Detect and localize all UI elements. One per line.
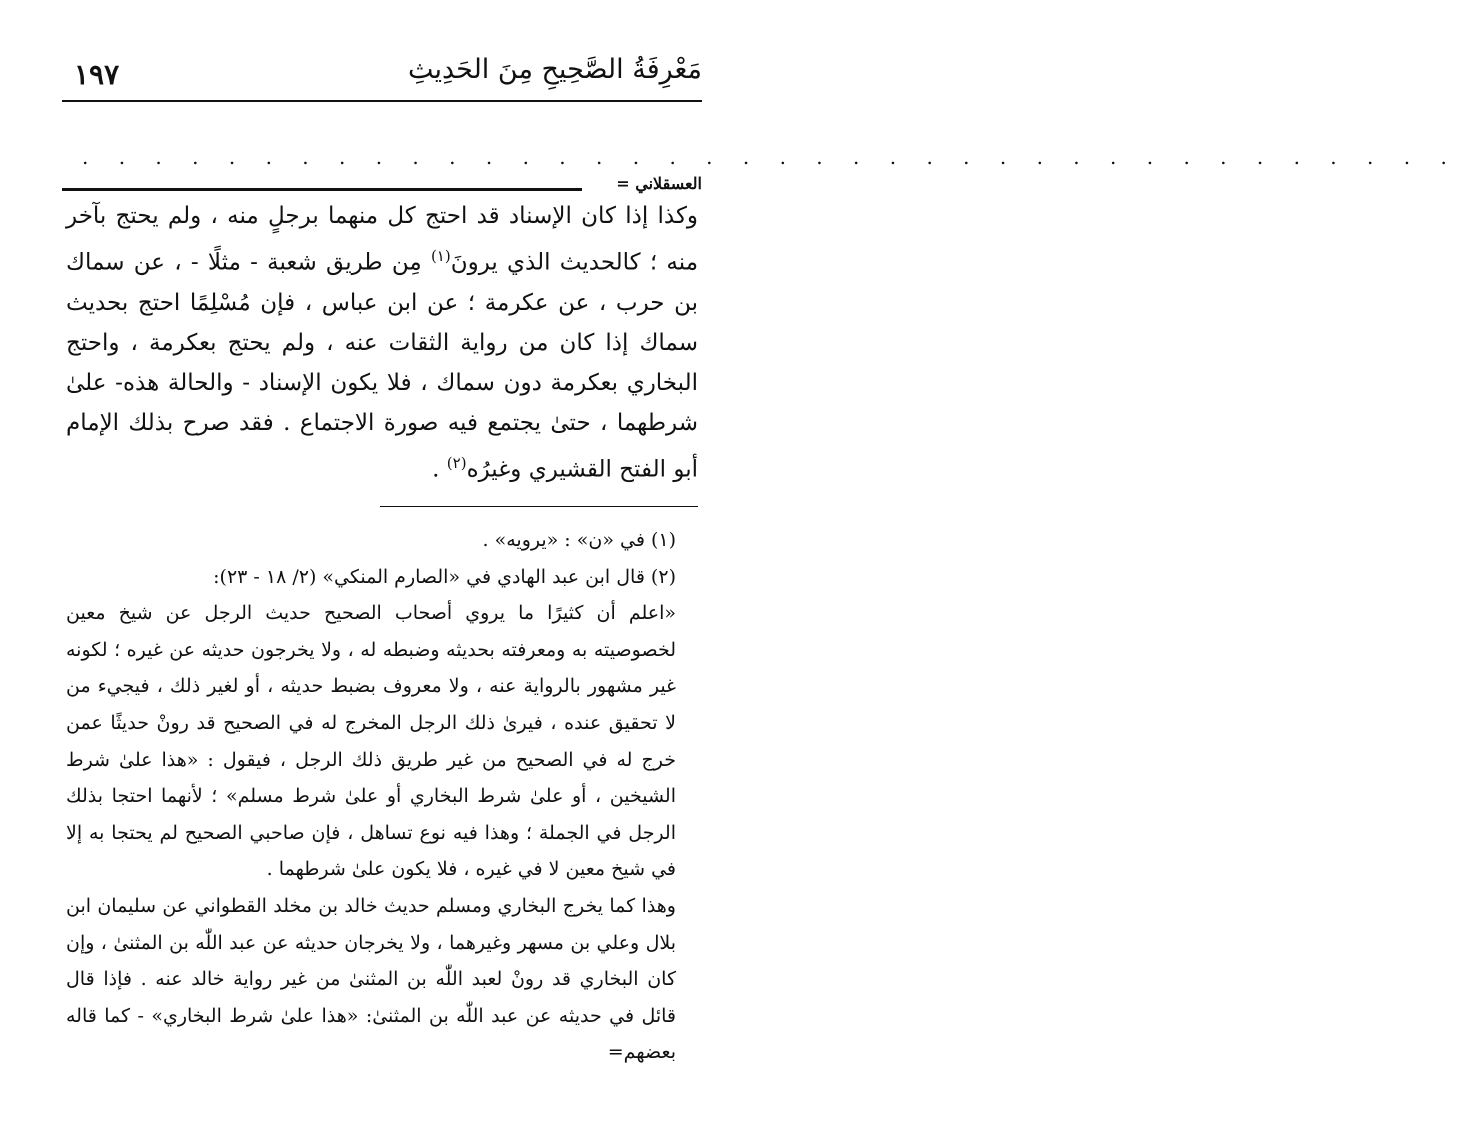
footnote-2-continuation: وهذا كما يخرج البخاري ومسلم حديث خالد بن مخلد القطواني عن سليمان ابن بلال وعلي بن مسهر وغيرهما ، ولا يخرجان حديثه عن عبد اللّٰه بن المثنىٰ ، وإن كان البخاري قد رونْ لعبد اللّٰه بن المثنىٰ من غير رواية خالد عنه . فإذا قال قائل في حديثه عن عبد اللّٰه بن المثنىٰ: «هذا علىٰ شرط البخاري» - كما قاله بعضهم= bbox=[66, 894, 676, 1064]
footnote-1: (١) في «ن» : «يرويه» . bbox=[482, 529, 676, 551]
footnotes bbox=[66, 522, 698, 1071]
page-header bbox=[62, 52, 702, 102]
footnote-2: (٢) قال ابن عبد الهادي في «الصارم المنكي» (٢/ ١٨ - ٢٣): bbox=[213, 565, 676, 588]
page-number: ١٩٧ bbox=[74, 58, 120, 91]
commentary-rule bbox=[62, 188, 582, 191]
main-paragraph bbox=[66, 196, 698, 489]
main-text-part-1: وكذا إذا كان الإسناد قد احتج كل منهما برجلٍ منه ، ولم يحتج بآخر منه ؛ كالحديث الذي يرونَ bbox=[66, 203, 699, 276]
commentary-label: العسقلاني = bbox=[616, 174, 702, 193]
footnote-rule bbox=[380, 506, 698, 507]
main-text-part-2: مِن طريق شعبة - مثلًا - ، عن سماك بن حرب ، عن عكرمة ؛ عن ابن عباس ، فإن مُسْلِمًا احتج بحديث سماك إذا كان من رواية الثقات عنه ، ولم يحتج بعكرمة ، واحتج البخاري بعكرمة دون سماك ، فلا يكون الإسناد - والحالة هذه- علىٰ شرطهما ، حتىٰ يجتمع فيه صورة الاجتماع . فقد صرح بذلك الإمام أبو الفتح القشيري وغيرُه bbox=[66, 249, 698, 483]
dotted-separator: . . . . . . . . . . . . . . . . . . . . . . . . . . . . . . . . . . . . . . bbox=[82, 145, 1459, 169]
main-text-part-3: . bbox=[432, 456, 440, 483]
footnote-2-quote: «اعلم أن كثيرًا ما يروي أصحاب الصحيح حديث الرجل عن شيخ معين لخصوصيته به ومعرفته بحديثه وضبطه له ، ولا يخرجون حديثه عن غيره ؛ لكونه غير مشهور بالرواية عنه ، ولا معروف بضبط حديثه ، أو لغير ذلك ، فيجيء من لا تحقيق عنده ، فيرىٰ ذلك الرجل المخرج له في الصحيح قد رونْ حديثًا عمن خرج له في الصحيح من غير طريق ذلك الرجل ، فيقول : «هذا علىٰ شرط الشيخين ، أو علىٰ شرط البخاري أو علىٰ شرط مسلم» ؛ لأنهما احتجا بذلك الرجل في الجملة ؛ وهذا فيه نوع تساهل ، فإن صاحبي الصحيح لم يحتجا به إلا في شيخ معين لا في غيره ، فلا يكون علىٰ شرطهما . bbox=[66, 602, 676, 881]
main-text bbox=[66, 196, 698, 489]
footnote-ref-1: (١) bbox=[430, 247, 451, 265]
footnote-ref-2: (٢) bbox=[446, 453, 467, 472]
header-rule bbox=[62, 100, 702, 102]
running-title: مَعْرِفَةُ الصَّحِيحِ مِنَ الحَدِيثِ bbox=[407, 54, 702, 85]
